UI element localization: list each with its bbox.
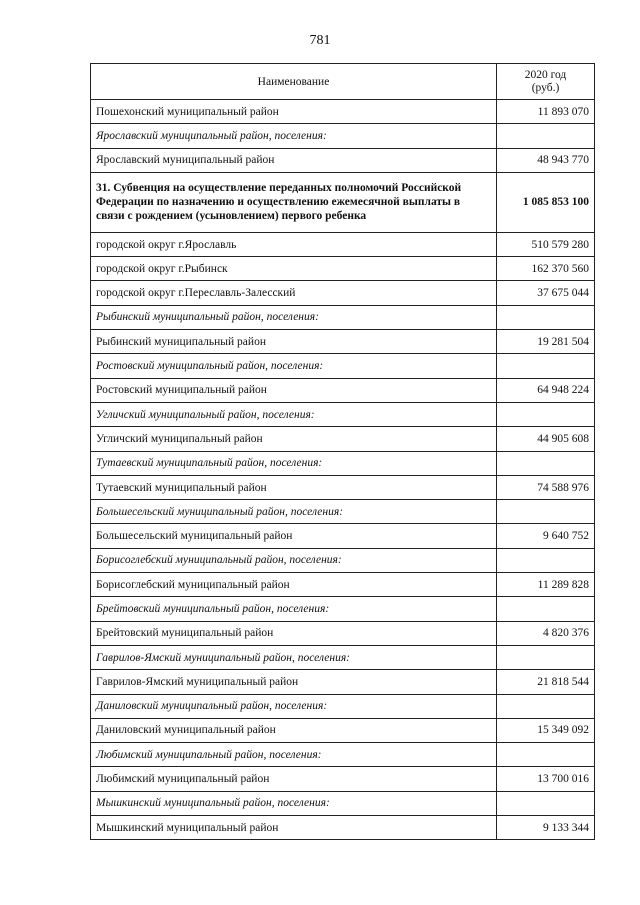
row-amount: 510 579 280 xyxy=(497,232,595,256)
subheading-row xyxy=(91,402,595,426)
row-amount: 44 905 608 xyxy=(497,427,595,451)
row-name: городской округ г.Переславль-Залесский xyxy=(91,281,497,305)
row-amount xyxy=(497,791,595,815)
table-row xyxy=(91,257,595,281)
table-row xyxy=(91,281,595,305)
row-amount: 48 943 770 xyxy=(497,148,595,172)
row-amount: 9 640 752 xyxy=(497,524,595,548)
subheading-label: Угличский муниципальный район, поселения: xyxy=(91,402,497,426)
subheading-label: Ростовский муниципальный район, поселения: xyxy=(91,354,497,378)
row-name: 31. Субвенция на осуществление переданных полномочий Российской Федерации по назначению и осуществлению ежемесячной выплаты в связи с рождением (усыновлением) первого ребенка xyxy=(91,172,497,232)
table-header-row xyxy=(91,64,595,100)
budget-table xyxy=(90,63,595,840)
subheading-label: Большесельский муниципальный район, поселения: xyxy=(91,500,497,524)
subheading-label: Ярославский муниципальный район, поселения: xyxy=(91,124,497,148)
table-row xyxy=(91,232,595,256)
row-name: Брейтовский муниципальный район xyxy=(91,621,497,645)
table-row xyxy=(91,475,595,499)
section-row xyxy=(91,172,595,232)
row-amount xyxy=(497,743,595,767)
row-name: городской округ г.Рыбинск xyxy=(91,257,497,281)
table-row xyxy=(91,100,595,124)
row-amount xyxy=(497,305,595,329)
row-amount: 37 675 044 xyxy=(497,281,595,305)
row-amount: 21 818 544 xyxy=(497,670,595,694)
table-row xyxy=(91,718,595,742)
table-row xyxy=(91,148,595,172)
row-amount: 1 085 853 100 xyxy=(497,172,595,232)
subheading-label: Брейтовский муниципальный район, поселения: xyxy=(91,597,497,621)
table-row xyxy=(91,524,595,548)
row-amount: 11 893 070 xyxy=(497,100,595,124)
row-name: Большесельский муниципальный район xyxy=(91,524,497,548)
row-amount xyxy=(497,548,595,572)
subheading-label: Рыбинский муниципальный район, поселения: xyxy=(91,305,497,329)
subheading-row xyxy=(91,305,595,329)
row-amount: 19 281 504 xyxy=(497,330,595,354)
subheading-row xyxy=(91,354,595,378)
table-row xyxy=(91,378,595,402)
row-amount: 162 370 560 xyxy=(497,257,595,281)
row-name: Даниловский муниципальный район xyxy=(91,718,497,742)
row-amount: 74 588 976 xyxy=(497,475,595,499)
subheading-row xyxy=(91,743,595,767)
row-amount: 15 349 092 xyxy=(497,718,595,742)
row-name: Ярославский муниципальный район xyxy=(91,148,497,172)
column-header-name: Наименование xyxy=(91,64,497,100)
row-amount xyxy=(497,354,595,378)
row-name: Гаврилов-Ямский муниципальный район xyxy=(91,670,497,694)
row-name: Мышкинский муниципальный район xyxy=(91,816,497,840)
row-amount xyxy=(497,694,595,718)
row-amount xyxy=(497,124,595,148)
page-number: 781 xyxy=(309,33,331,48)
row-amount: 11 289 828 xyxy=(497,573,595,597)
row-name: Тутаевский муниципальный район xyxy=(91,475,497,499)
row-name: Любимский муниципальный район xyxy=(91,767,497,791)
row-name: Рыбинский муниципальный район xyxy=(91,330,497,354)
table-row xyxy=(91,427,595,451)
table-row xyxy=(91,767,595,791)
subheading-row xyxy=(91,548,595,572)
subheading-row xyxy=(91,597,595,621)
table-body xyxy=(91,100,595,840)
subheading-label: Борисоглебский муниципальный район, поселения: xyxy=(91,548,497,572)
subheading-row xyxy=(91,500,595,524)
row-amount xyxy=(497,451,595,475)
row-amount xyxy=(497,645,595,669)
table-row xyxy=(91,670,595,694)
row-amount xyxy=(497,500,595,524)
subheading-label: Даниловский муниципальный район, поселения: xyxy=(91,694,497,718)
row-amount: 64 948 224 xyxy=(497,378,595,402)
row-name: Пошехонский муниципальный район xyxy=(91,100,497,124)
subheading-label: Тутаевский муниципальный район, поселения: xyxy=(91,451,497,475)
row-amount: 13 700 016 xyxy=(497,767,595,791)
row-amount xyxy=(497,597,595,621)
subheading-row xyxy=(91,124,595,148)
subheading-row xyxy=(91,694,595,718)
row-name: Борисоглебский муниципальный район xyxy=(91,573,497,597)
subheading-label: Любимский муниципальный район, поселения: xyxy=(91,743,497,767)
table-row xyxy=(91,573,595,597)
column-header-year-line1: 2020 год xyxy=(524,68,567,81)
row-name: городской округ г.Ярославль xyxy=(91,232,497,256)
table-row xyxy=(91,330,595,354)
row-amount xyxy=(497,402,595,426)
subheading-row xyxy=(91,791,595,815)
row-amount: 4 820 376 xyxy=(497,621,595,645)
row-name: Угличский муниципальный район xyxy=(91,427,497,451)
row-name: Ростовский муниципальный район xyxy=(91,378,497,402)
column-header-year-unit: (руб.) xyxy=(531,81,560,94)
column-header-year xyxy=(497,64,595,100)
row-amount: 9 133 344 xyxy=(497,816,595,840)
table-row xyxy=(91,816,595,840)
subheading-label: Мышкинский муниципальный район, поселения: xyxy=(91,791,497,815)
subheading-label: Гаврилов-Ямский муниципальный район, поселения: xyxy=(91,645,497,669)
table-row xyxy=(91,621,595,645)
subheading-row xyxy=(91,645,595,669)
subheading-row xyxy=(91,451,595,475)
